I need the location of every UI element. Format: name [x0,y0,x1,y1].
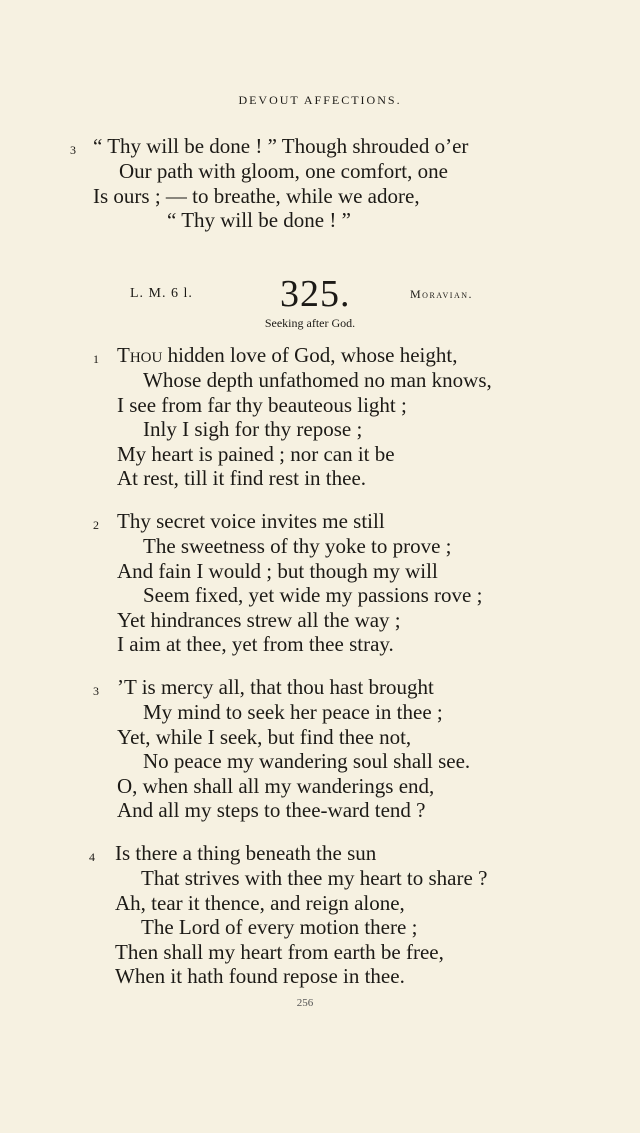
verse-line: “ Thy will be done ! ” [167,208,351,232]
verse-line: When it hath found repose in thee. [115,964,405,988]
verse-line: And fain I would ; but though my will [117,559,438,583]
verse-line: Yet hindrances strew all the way ; [117,608,401,632]
verse-line: Seem fixed, yet wide my passions rove ; [143,583,483,607]
verse-line: ’T is mercy all, that thou hast brought [117,675,434,699]
first-word: Thou [117,343,163,367]
verse-line: No peace my wandering soul shall see. [143,749,471,773]
stanza-number: 4 [89,850,95,864]
verse-line: At rest, till it find rest in thee. [117,466,367,490]
hymn-tune: Moravian. [410,287,474,301]
stanza-number: 3 [93,684,99,698]
hymn-subtitle: Seeking after God. [264,316,356,330]
verse-line: “ Thy will be done ! ” Though shrouded o’er [93,134,469,158]
stanza-number: 2 [93,518,99,532]
stanza-number: 1 [93,352,99,366]
verse-line: Ah, tear it thence, and reign alone, [115,891,405,915]
verse-line: And all my steps to thee-ward tend ? [117,798,426,822]
page-number: 256 [296,997,314,1009]
verse-line: Our path with gloom, one comfort, one [119,159,448,183]
hymn-meter: L. M. 6 l. [130,286,193,301]
verse-line: Thy secret voice invites me still [117,509,385,533]
verse-line: Yet, while I seek, but find thee not, [117,725,412,749]
verse-line: Then shall my heart from earth be free, [115,940,444,964]
verse-line: The Lord of every motion there ; [141,915,418,939]
verse-line: That strives with thee my heart to share ? [141,866,488,890]
stanza-number: 3 [70,143,76,157]
hymn-number: 325. [280,273,351,315]
verse-line: The sweetness of thy yoke to prove ; [143,534,452,558]
verse-line: My heart is pained ; nor can it be [117,442,395,466]
verse-line: O, when shall all my wanderings end, [117,774,435,798]
verse-line: I see from far thy beauteous light ; [117,393,407,417]
verse-line [117,345,457,366]
verse-line: Is ours ; — to breathe, while we adore, [93,184,420,208]
verse-line-rest: hidden love of God, whose height, [162,343,458,367]
verse-line: I aim at thee, yet from thee stray. [117,632,394,656]
hymn-heading [0,272,640,315]
verse-line: Is there a thing beneath the sun [115,841,377,865]
verse-line: Inly I sigh for thy repose ; [143,417,363,441]
verse-line: My mind to seek her peace in thee ; [143,700,443,724]
verse-line: Whose depth unfathomed no man knows, [143,368,492,392]
running-head: DEVOUT AFFECTIONS. [238,93,402,107]
